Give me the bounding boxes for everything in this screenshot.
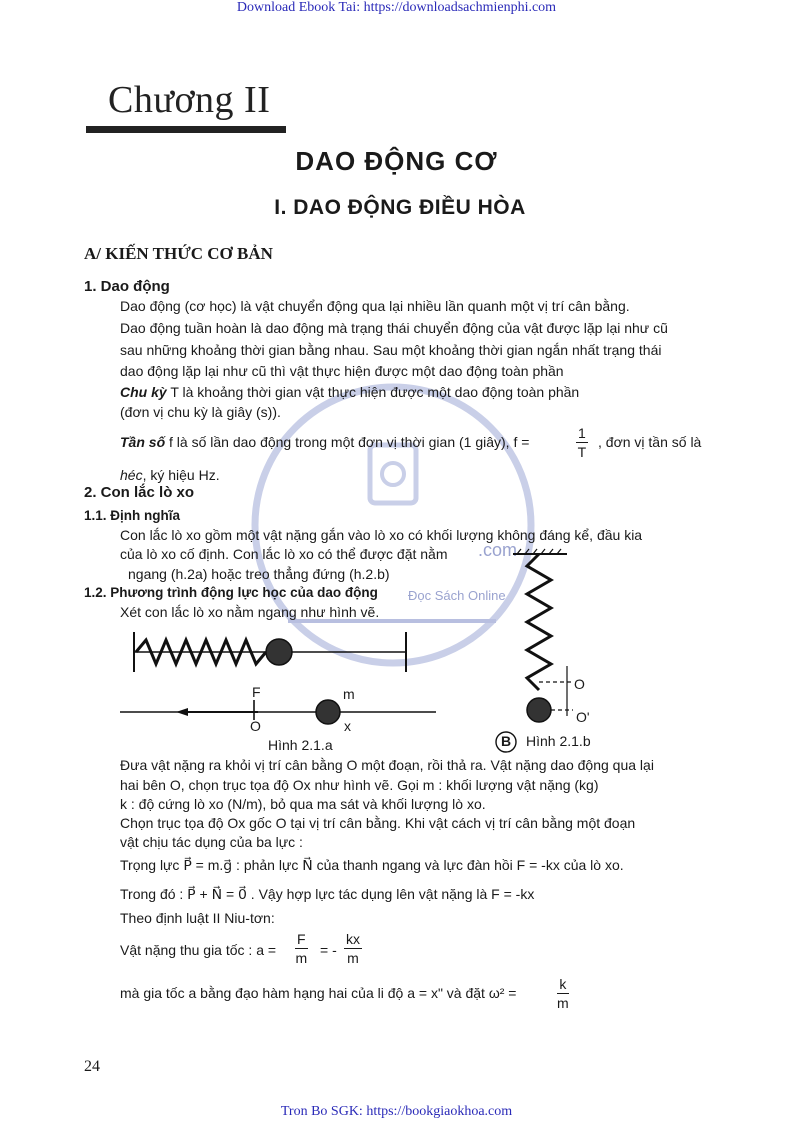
lesson-title: I. DAO ĐỘNG ĐIỀU HÒA [274, 196, 526, 219]
hec-line [120, 467, 220, 483]
paragraph-line: Đưa vật nặng ra khỏi vị trí cân bằng O một đoạn, rồi thả ra. Vật nặng dao động qua lại [120, 757, 654, 773]
page-title: DAO ĐỘNG CƠ [295, 146, 498, 176]
paragraph-line: sau những khoảng thời gian bằng nhau. Sau một khoảng thời gian ngắn nhất trạng thái [120, 342, 662, 358]
figure-vertical-spring [505, 548, 595, 728]
paragraph-line: Trọng lực P⃗ = m.g⃗ : phản lực N⃗ của thanh ngang và lực đàn hồi F = -kx của lò xo. [120, 857, 624, 873]
last-line: mà gia tốc a bằng đạo hàm hạng hai của li độ a = x" và đặt ω² = [120, 985, 517, 1001]
paragraph-line: Chọn trục tọa độ Ox gốc O tại vị trí cân bằng. Khi vật cách vị trí cân bằng một đoạn [120, 815, 636, 831]
mass-label: m [343, 686, 355, 702]
paragraph-line: Con lắc lò xo gồm một vật nặng gắn vào lò xo có khối lượng không đáng kể, đầu kia [120, 527, 643, 543]
tan-so-text: f là số lần dao động trong một đơn vị thời gian (1 giây), f = [165, 434, 530, 450]
tan-so-unit: , đơn vị tần số là [598, 434, 702, 450]
omega-fraction: $\frac{k}{m}$ [557, 976, 569, 1011]
tan-so-fraction: $\frac{1}{T}$ [577, 425, 587, 460]
hec-term: héc [120, 467, 143, 483]
accel-text: Vật nặng thu gia tốc : a = [120, 942, 277, 958]
paragraph-line: Xét con lắc lò xo nằm ngang như hình vẽ. [120, 604, 380, 620]
figure-a-caption: Hình 2.1.a [268, 737, 333, 753]
accel-fraction-2: $\frac{kx}{m}$ [346, 931, 360, 966]
heading-con-lac-lo-xo: 2. Con lắc lò xo [84, 484, 195, 501]
chapter-label: Chương II [108, 79, 271, 121]
force-label: F [252, 684, 261, 700]
accel-minus: = - [320, 942, 337, 958]
b-circle-label: B [501, 733, 512, 749]
chu-ky-text: T là khoảng thời gian vật thực hiện được một dao động toàn phần [166, 384, 580, 400]
figure-horizontal-spring [116, 630, 436, 740]
watermark-logo [248, 380, 538, 670]
watermark-dotcom: .com [478, 540, 518, 560]
chu-ky-unit: (đơn vị chu kỳ là giây (s)). [120, 404, 281, 420]
paragraph-line: k : độ cứng lò xo (N/m), bỏ qua ma sát và khối lượng lò xo. [120, 796, 486, 812]
origin-label: O [250, 718, 261, 734]
paragraph-line: Theo định luật II Niu-tơn: [120, 910, 275, 926]
paragraph-line: Trong đó : P⃗ + N⃗ = 0⃗ . Vậy hợp lực tác dụng lên vật nặng là F = -kx [120, 886, 535, 902]
accel-fraction-1: $\frac{F}{m}$ [295, 931, 308, 966]
paragraph-line: của lò xo cố định. Con lắc lò xo có thể được đặt nằm [120, 546, 448, 562]
axis-x-label: x [344, 718, 351, 734]
chu-ky-definition [120, 384, 579, 400]
header-download-link[interactable]: Download Ebook Tai: https://downloadsachmienphi.com [236, 0, 557, 15]
section-heading: A/ KIẾN THỨC CƠ BẢN [84, 244, 273, 263]
o-label: O [574, 676, 585, 692]
page-number: 24 [84, 1058, 100, 1075]
paragraph-line: vật chịu tác dụng của ba lực : [120, 834, 303, 850]
paragraph-line: Dao động (cơ học) là vật chuyển động qua lại nhiều lần quanh một vị trí cân bằng. [120, 298, 630, 314]
heading-dinh-nghia: 1.1. Định nghĩa [84, 508, 181, 523]
hec-text: , ký hiệu Hz. [142, 467, 220, 483]
watermark-tagline: Đọc Sách Online [408, 588, 506, 603]
chu-ky-term: Chu kỳ [120, 384, 167, 400]
paragraph-line: Dao động tuần hoàn là dao động mà trạng thái chuyển động của vật được lặp lại như cũ [120, 320, 668, 336]
tan-so-term: Tần số [120, 434, 166, 450]
figure-b-caption: Hình 2.1.b [526, 733, 591, 749]
heading-dao-dong: 1. Dao động [84, 278, 170, 295]
o-prime-label: O' [576, 709, 590, 725]
heading-phuong-trinh: 1.2. Phương trình động lực học của dao động [84, 585, 378, 600]
tan-so-definition [120, 434, 529, 450]
chapter-underline [86, 126, 286, 133]
footer-sgk-link[interactable]: Tron Bo SGK: https://bookgiaokhoa.com [280, 1104, 513, 1119]
paragraph-line: ngang (h.2a) hoặc treo thẳng đứng (h.2.b) [128, 566, 390, 582]
paragraph-line: hai bên O, chọn trục tọa độ Ox như hình vẽ. Gọi m : khối lượng vật nặng (kg) [120, 777, 599, 793]
paragraph-line: dao động lặp lại như cũ thì vật thực hiện được một dao động toàn phần [120, 363, 564, 379]
